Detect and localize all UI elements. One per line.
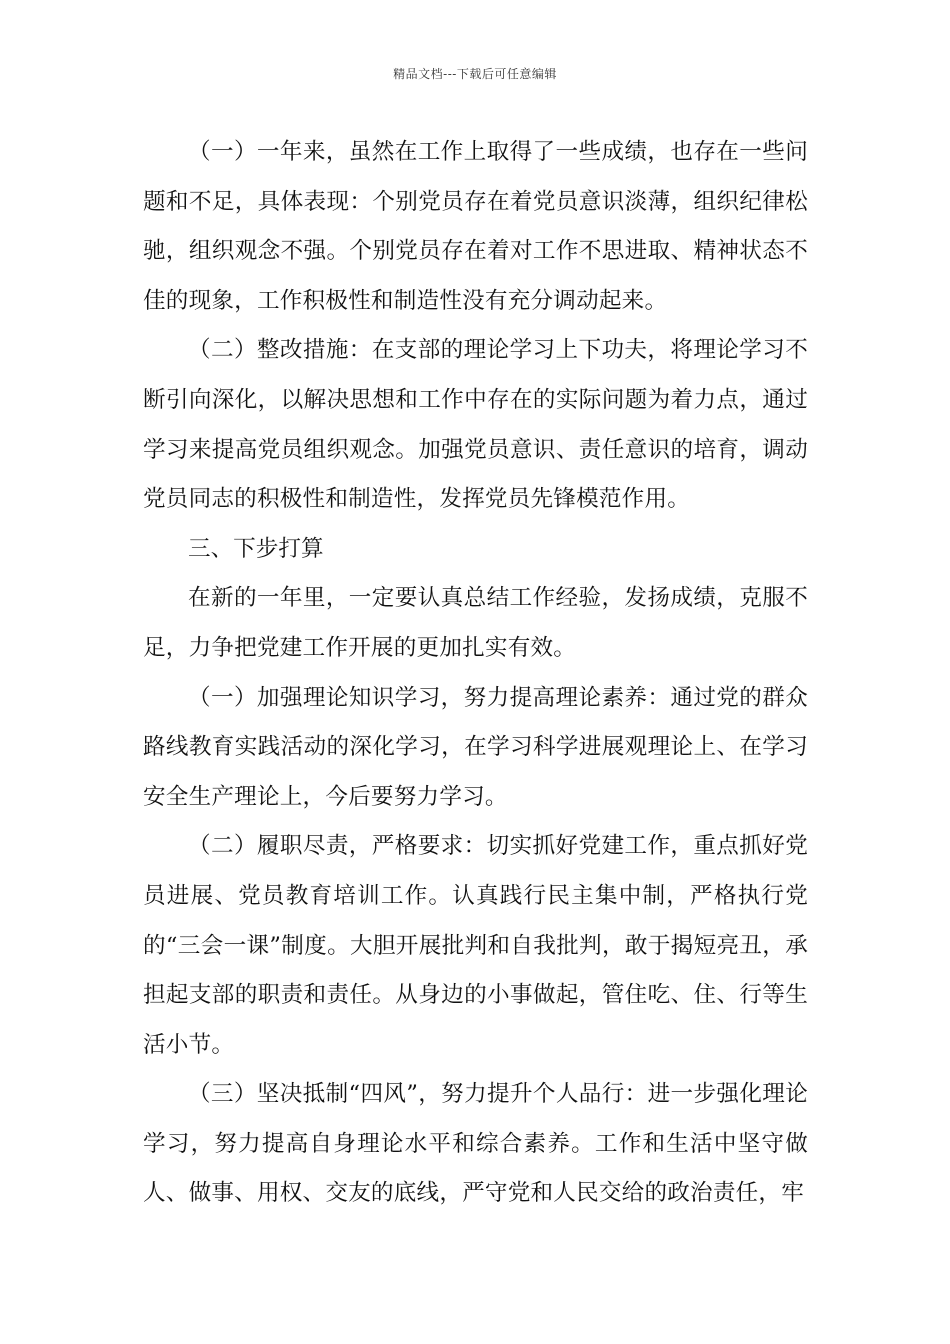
paragraph-duty: （二）履职尽责，严格要求：切实抓好党建工作，重点抓好党员进展、党员教育培训工作。认真践行民主集中制，严格执行党的“三会一课”制度。大胆开展批判和自我批判，敢于揭短亮丑，承担起支部的职责和责任。从身边的小事做起，管住吃、住、行等生活小节。 <box>143 833 808 1058</box>
section-heading-next-steps: 三、下步打算 <box>188 535 324 562</box>
paragraph-rectification: （二）整改措施：在支部的理论学习上下功夫，将理论学习不断引向深化，以解决思想和工作中存在的实际问题为着力点，通过学习来提高党员组织观念。加强党员意识、责任意识的培育，调动党员同志的积极性和制造性，发挥党员先锋模范作用。 <box>143 337 808 513</box>
paragraph-four-winds: （三）坚决抵制“四风”，努力提升个人品行：进一步强化理论学习，努力提高自身理论水平和综合素养。工作和生活中坚守做人、做事、用权、交友的底线，严守党和人民交给的政治责任，牢 <box>143 1081 808 1207</box>
document-body <box>143 128 808 1219</box>
paragraph-intro-next-year: 在新的一年里，一定要认真总结工作经验，发扬成绩，克服不足，力争把党建工作开展的更加扎实有效。 <box>143 585 808 661</box>
page-header: 精品文档---下载后可任意编辑 <box>393 67 557 81</box>
paragraph-theory-study: （一）加强理论知识学习，努力提高理论素养：通过党的群众路线教育实践活动的深化学习，在学习科学进展观理论上、在学习安全生产理论上，今后要努力学习。 <box>143 684 808 810</box>
paragraph-problems: （一）一年来，虽然在工作上取得了一些成绩，也存在一些问题和不足，具体表现：个别党员存在着党员意识淡薄，组织纪律松驰，组织观念不强。个别党员存在着对工作不思进取、精神状态不佳的现象，工作积极性和制造性没有充分调动起来。 <box>143 139 808 314</box>
